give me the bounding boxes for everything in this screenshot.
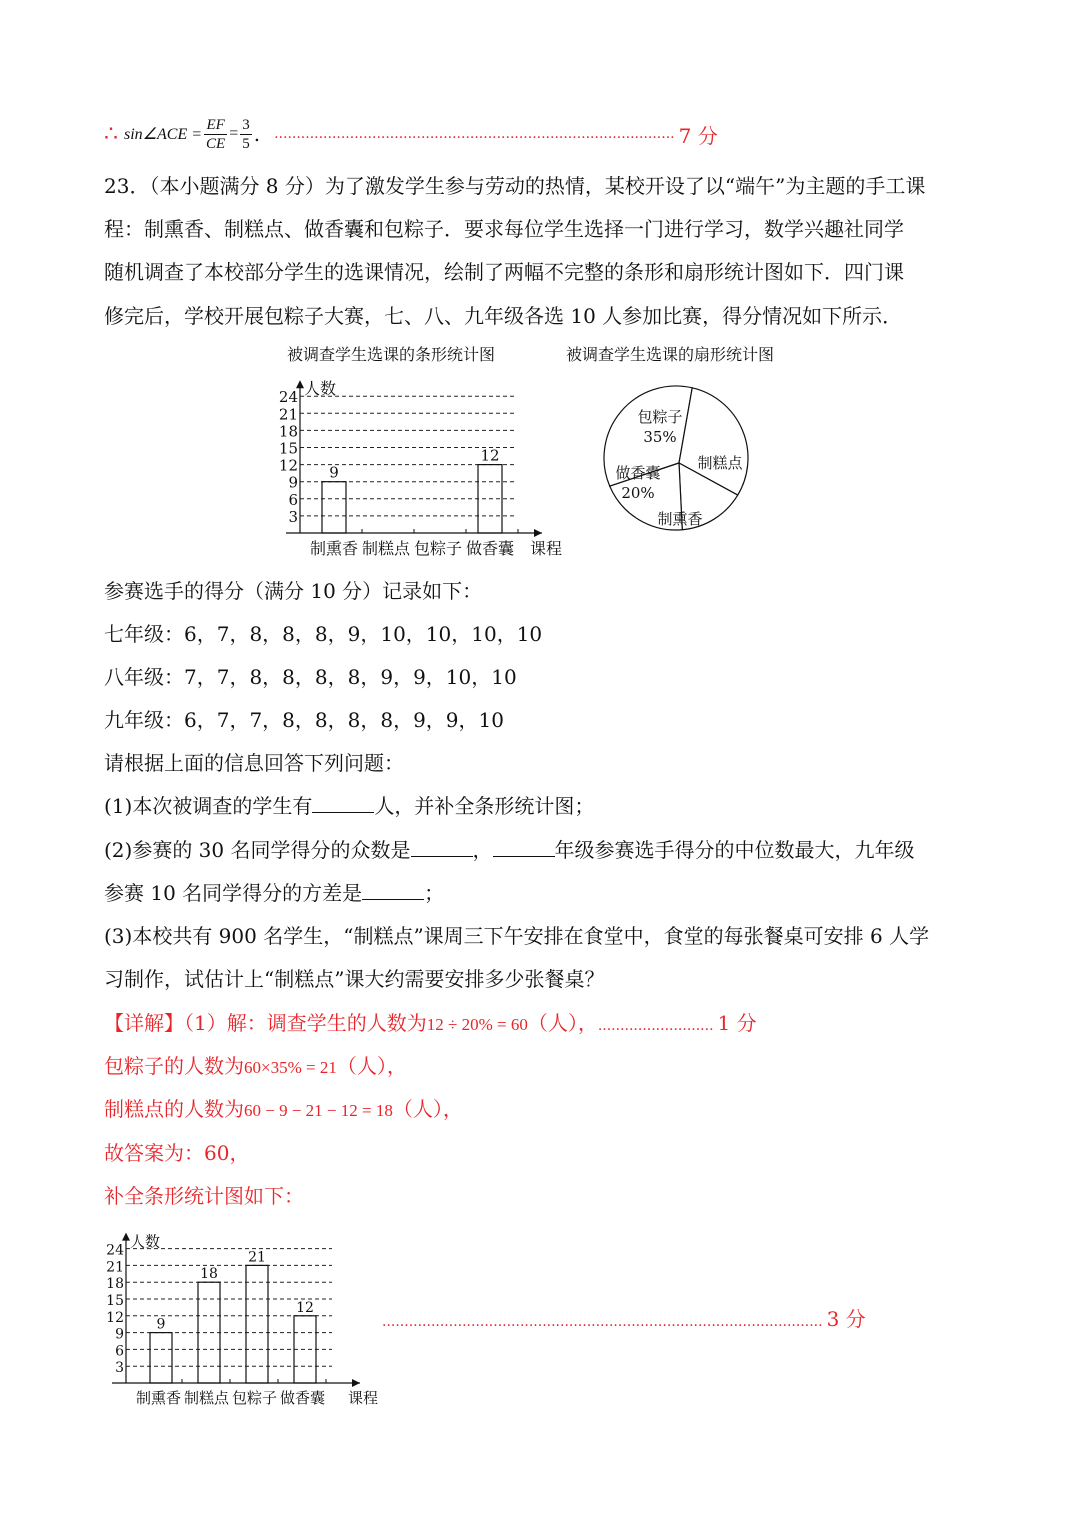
y-tick-label: 12: [106, 1309, 124, 1326]
equals-sign: =: [229, 125, 239, 142]
answer-line-3: [104, 1093, 463, 1122]
y-tick-label: 12: [278, 456, 298, 475]
question-3-line-2: 习制作，试估计上“制糕点”课大约需要安排多少张餐桌？: [104, 967, 605, 991]
q2-text-b: ，: [472, 838, 493, 862]
pie-slice-label: 包粽子: [637, 408, 683, 426]
period: .: [253, 122, 261, 146]
x-axis-label: 课程: [530, 539, 563, 558]
answer-l2-text: 包粽子的人数为: [104, 1054, 244, 1078]
answer-l6-dots: ...................................................................................................: [382, 1314, 823, 1330]
bar: [198, 1282, 220, 1383]
q2-text-e: ；: [424, 881, 445, 905]
fraction-denominator: 5: [242, 135, 250, 152]
y-tick-label: 3: [115, 1360, 124, 1377]
answer-l1-math: 12 ÷ 20% = 60: [426, 1015, 528, 1034]
answer-tag: 【详解】: [104, 1011, 184, 1035]
bar-data-label: 18: [200, 1266, 218, 1283]
y-tick-label: 3: [288, 507, 298, 526]
bar: [246, 1265, 268, 1383]
answer-line-2: [104, 1050, 407, 1079]
answer-blank: [493, 838, 555, 857]
y-tick-label: 15: [106, 1293, 124, 1309]
pie-slice-label: 制熏香: [657, 510, 703, 528]
y-tick-label: 9: [115, 1326, 124, 1343]
x-axis-arrow: [352, 1379, 360, 1387]
q1-text-b: 人，并补全条形统计图；: [374, 794, 595, 818]
fraction-denominator: CE: [206, 135, 226, 152]
y-tick-label: 6: [115, 1343, 124, 1360]
fraction-3-5: [240, 116, 252, 153]
x-tick-label: 制糕点: [362, 539, 411, 558]
q2-text-d: 参赛 10 名同学得分的方差是: [104, 881, 363, 905]
bar-data-label: 21: [248, 1249, 266, 1266]
x-tick-label: 做香囊: [466, 539, 515, 558]
x-tick-label: 制熏香: [136, 1389, 182, 1407]
answer-blank: [362, 881, 424, 900]
y-tick-label: 15: [278, 439, 298, 458]
fraction-numerator: EF: [204, 116, 227, 135]
scores-intro: 参赛选手的得分（满分 10 分）记录如下：: [104, 579, 483, 603]
answer-l2-unit: （人），: [336, 1054, 407, 1078]
answer-l1-text: （1）解：调查学生的人数为: [184, 1011, 427, 1035]
answer-line-4: 故答案为：60，: [104, 1141, 250, 1165]
answer-l2-math: 60×35% = 21: [244, 1058, 337, 1077]
x-tick-label: 制糕点: [184, 1389, 230, 1407]
answer-line-1: [104, 1007, 757, 1036]
answer-blank: [312, 794, 374, 813]
question-2-line-1: [104, 834, 915, 863]
y-tick-label: 6: [288, 490, 298, 509]
y-tick-label: 21: [106, 1259, 124, 1276]
pie-slice-percent: 35%: [643, 428, 677, 446]
top-formula-line: [104, 112, 718, 156]
x-axis-arrow: [534, 529, 542, 537]
q2-text-c: 年级参赛选手得分的中位数最大，九年级: [554, 838, 915, 862]
y-tick-label: 18: [106, 1276, 124, 1293]
bar-chart-2: [88, 1218, 388, 1413]
grade8-scores: 八年级：7，7，8，8，8，8，9，9，10，10: [104, 665, 517, 689]
pie-chart-title: 被调查学生选课的扇形统计图: [566, 345, 775, 364]
bar: [322, 482, 346, 533]
question-line-4: 修完后，学校开展包粽子大赛，七、八、九年级各选 10 人参加比赛，得分情况如下所示．: [104, 304, 903, 328]
question-line-3: 随机调查了本校部分学生的选课情况，绘制了两幅不完整的条形和扇形统计图如下．四门课: [104, 260, 904, 284]
y-axis-arrow: [122, 1233, 130, 1241]
question-1: [104, 790, 594, 819]
y-axis-label: 人数: [304, 379, 337, 399]
answer-l3-text: 制糕点的人数为: [104, 1097, 244, 1121]
y-tick-label: 21: [278, 405, 298, 424]
prompt-text: 请根据上面的信息回答下列问题：: [104, 751, 404, 775]
question-3-line-1: (3)本校共有 900 名学生，“制糕点”课周三下午安排在食堂中，食堂的每张餐桌可安排 6 人学: [104, 924, 930, 948]
y-tick-label: 18: [278, 422, 298, 441]
answer-l3-unit: （人），: [392, 1097, 463, 1121]
x-tick-label: 包粽子: [414, 539, 463, 558]
answer-line-6: [382, 1303, 866, 1332]
bar-data-label: 12: [480, 446, 500, 465]
therefore-symbol: ∴: [104, 121, 118, 147]
q2-text-a: (2)参赛的 30 名同学得分的众数是: [104, 838, 411, 862]
bar-chart-1: [260, 365, 580, 565]
pie-chart: [598, 380, 758, 560]
grade9-scores: 九年级：6，7，7，8，8，8，8，9，9，10: [104, 708, 504, 732]
pie-slice-label: 做香囊: [615, 464, 661, 482]
question-line-2: 程：制熏香、制糕点、做香囊和包粽子．要求每位学生选择一门进行学习，数学兴趣社同学: [104, 217, 904, 241]
answer-blank: [411, 838, 473, 857]
answer-l3-math: 60 − 9 − 21 − 12 = 18: [244, 1101, 393, 1120]
bar-data-label: 9: [329, 463, 339, 482]
y-axis-label: 人数: [130, 1232, 161, 1251]
question-line-1: 23．（本小题满分 8 分）为了激发学生参与劳动的热情，某校开设了以“端午”为主题的手工课: [104, 174, 926, 198]
score-dots: ..........................................................................................: [274, 126, 675, 142]
grade7-scores: 七年级：6，7，8，8，8，9，10，10，10，10: [104, 622, 543, 646]
x-tick-label: 制熏香: [310, 539, 359, 558]
y-tick-label: 9: [288, 473, 298, 492]
q1-text-a: (1)本次被调查的学生有: [104, 794, 313, 818]
pie-slice-label: 制糕点: [697, 454, 743, 472]
question-2-line-2: [104, 877, 444, 906]
fraction-ef-ce: [204, 116, 227, 153]
sin-expression: sin∠ACE =: [124, 126, 203, 143]
x-axis-label: 课程: [348, 1389, 379, 1407]
fraction-numerator: 3: [242, 116, 250, 133]
y-axis-arrow: [296, 380, 304, 388]
answer-l1-score: 1 分: [717, 1011, 757, 1035]
pie-slice-percent: 20%: [621, 484, 655, 502]
bar-data-label: 12: [296, 1299, 314, 1316]
bar-data-label: 9: [156, 1316, 166, 1333]
x-tick-label: 包粽子: [232, 1389, 278, 1407]
bar-chart-title: 被调查学生选课的条形统计图: [287, 345, 496, 364]
answer-l6-score: 3 分: [826, 1307, 866, 1331]
answer-l1-unit: （人），: [527, 1011, 598, 1035]
x-tick-label: 做香囊: [280, 1389, 326, 1407]
y-tick-label: 24: [278, 388, 298, 407]
answer-line-5: 补全条形统计图如下：: [104, 1184, 304, 1208]
y-tick-label: 24: [106, 1242, 124, 1259]
bar: [150, 1333, 172, 1383]
score-7: 7 分: [678, 123, 718, 148]
answer-l1-dots: ..........................: [597, 1018, 714, 1034]
